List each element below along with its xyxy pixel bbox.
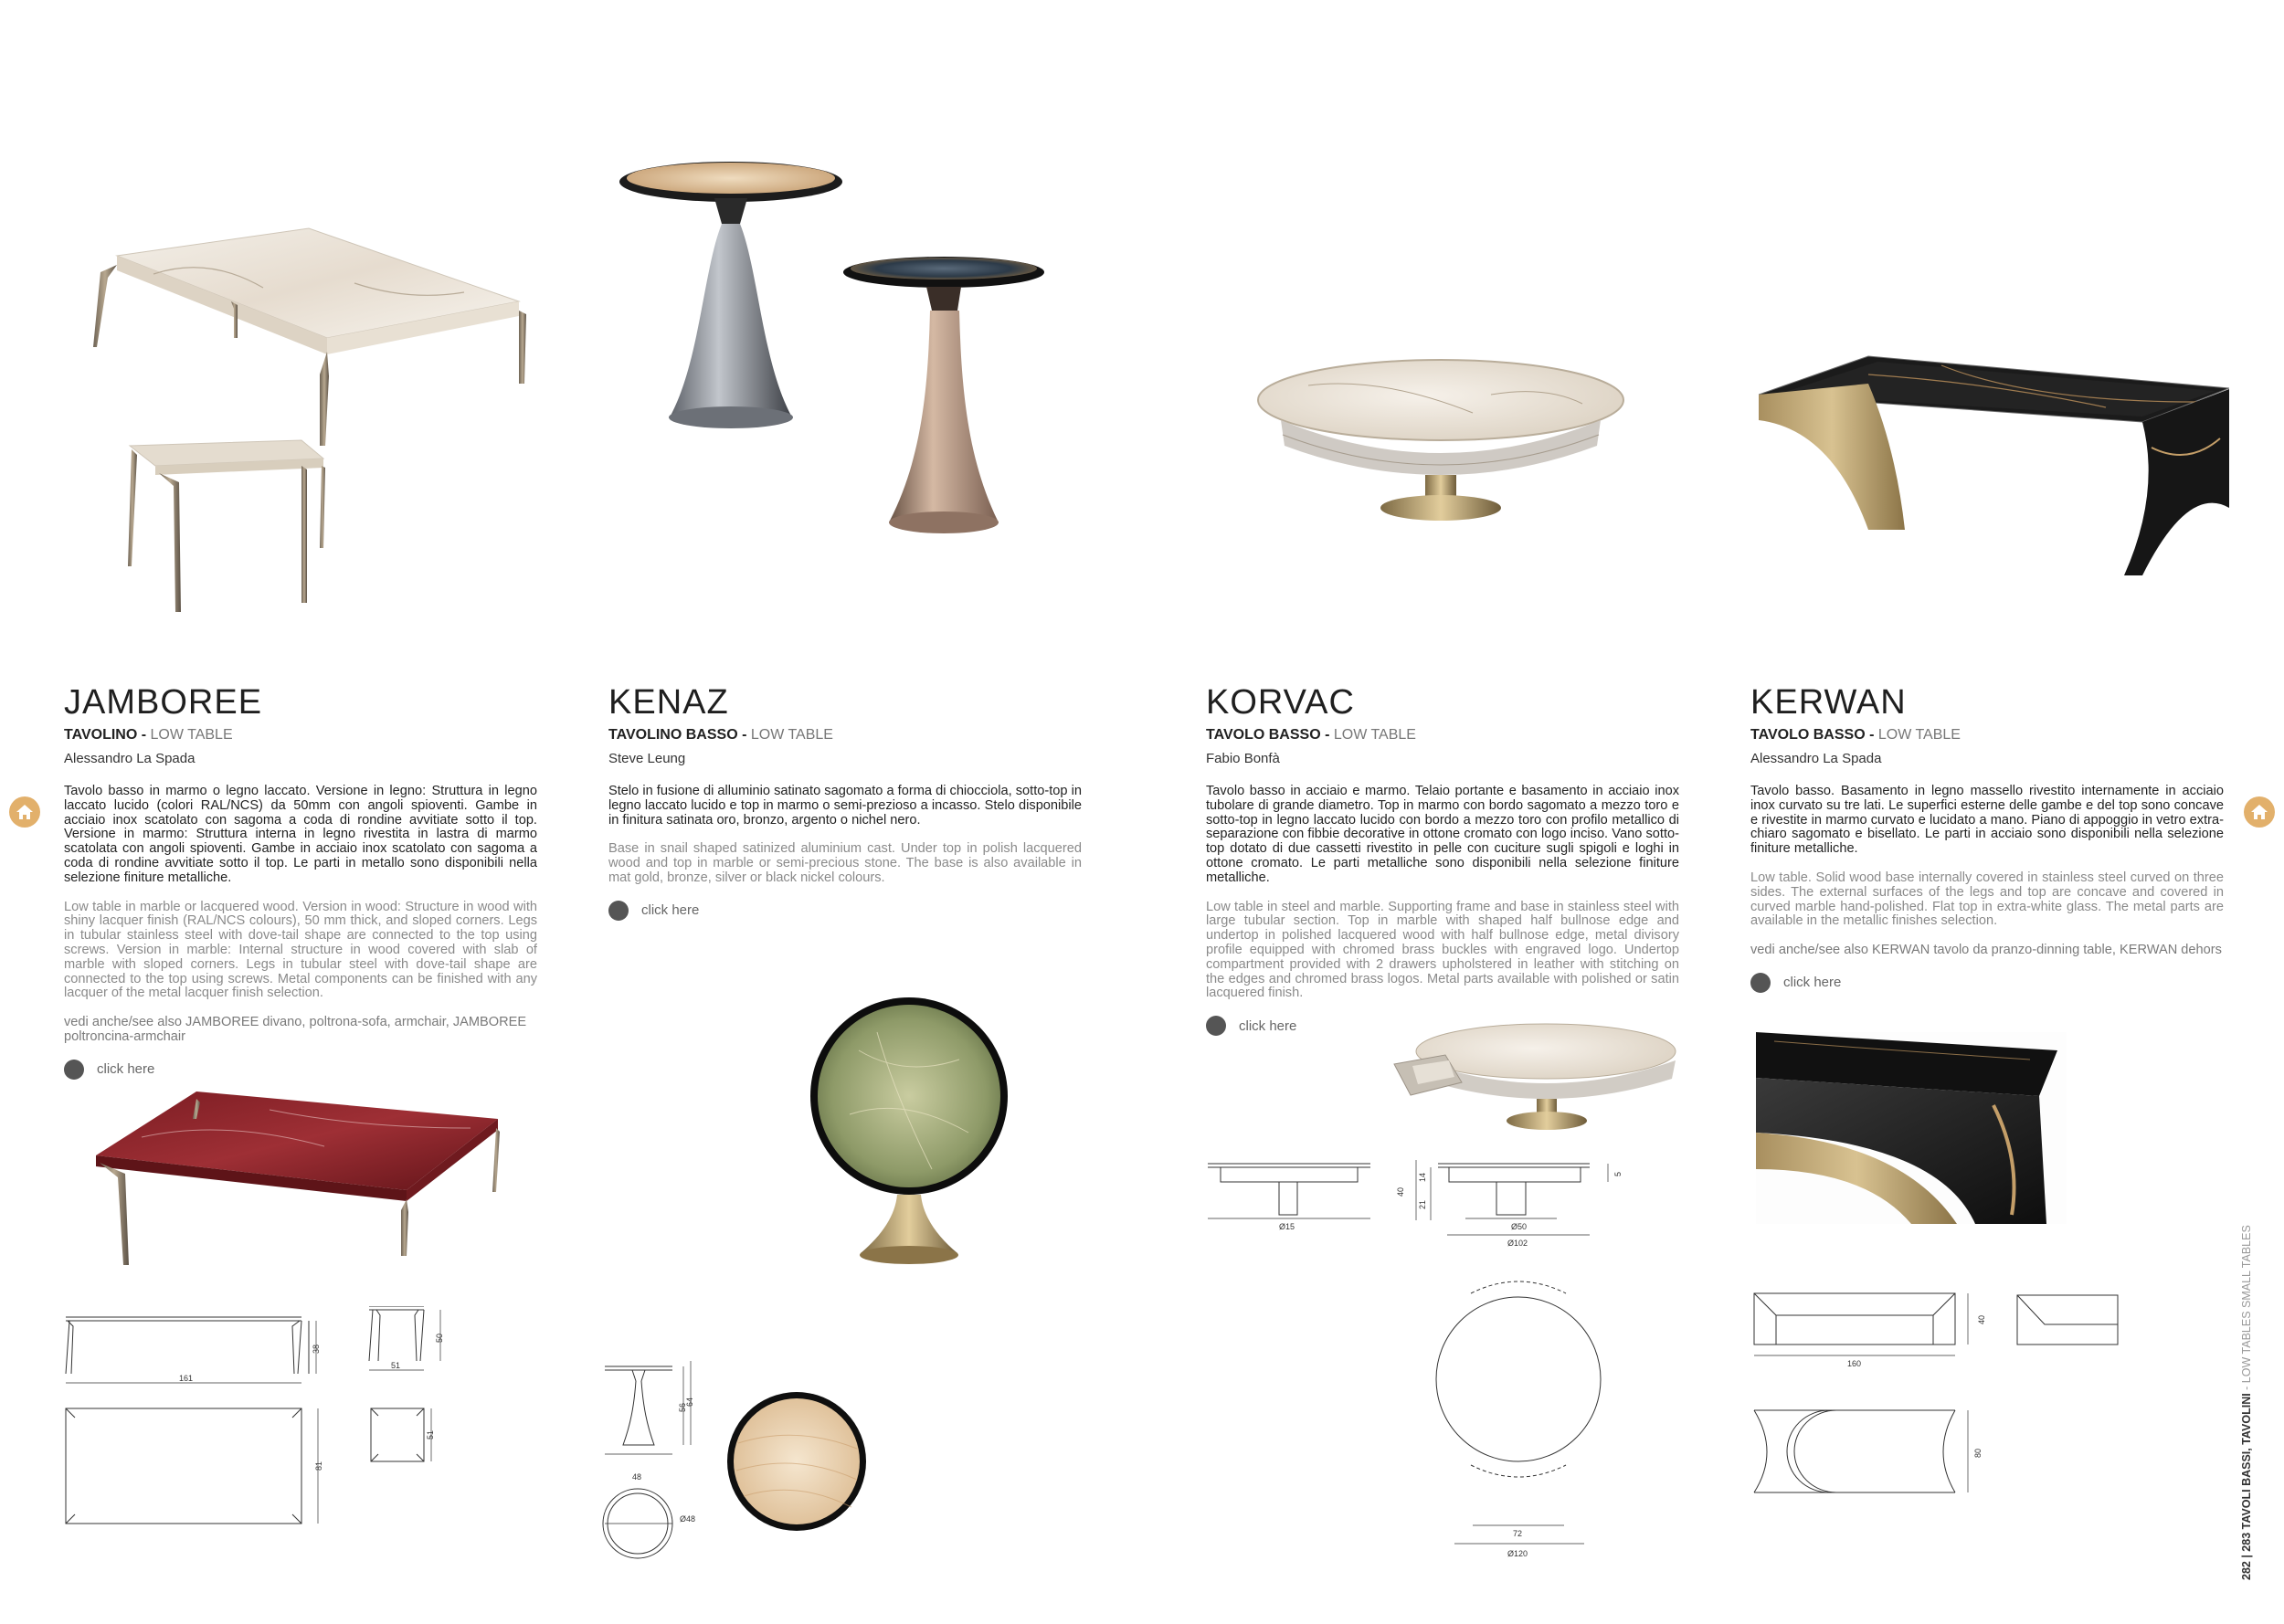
product-jamboree [64,683,537,1080]
dim-kenaz-height-2: 64 [685,1397,694,1407]
dim-korvac-height: 40 [1396,1186,1405,1197]
korvac-table-image [1253,358,1628,532]
kerwan-detail-image [1756,1032,2067,1224]
kenaz-technical-drawing [596,1361,724,1562]
product-type-en: LOW TABLE [150,727,233,743]
product-type-en: LOW TABLE [1877,727,1961,743]
dim-kerwan-height: 40 [1977,1314,1986,1324]
dim-kerwan-length: 160 [1847,1359,1862,1368]
click-here-link[interactable] [1206,1016,1679,1036]
see-also: vedi anche/see also JAMBOREE divano, poltrona-sofa, armchair, JAMBOREE poltroncina-armchair [64,1015,527,1044]
product-type-it: TAVOLO BASSO - [1206,727,1334,743]
jamboree-red-table-image [87,1082,507,1279]
dim-jamboree-height: 38 [312,1344,321,1354]
product-type [64,727,537,743]
kenaz-top-view-image [724,1388,870,1534]
kenaz-small-table-image [839,256,1049,539]
description-en: Base in snail shaped satinized aluminium cast. Under top in polish lacquered wood and top in marble or semi-precious stone. The base is also available in mat gold, bronze, silver or black nickel colours. [608,841,1082,885]
side-label-section: - LOW TABLES SMALL TABLES [2240,1225,2253,1394]
product-type-it: TAVOLO BASSO - [1750,727,1878,743]
click-here-label: click here [1239,1018,1297,1034]
dim-korvac-h21: 21 [1418,1199,1427,1209]
side-label-page: 282 | 283 TAVOLI BASSI, TAVOLINI [2240,1393,2253,1580]
bullet-icon [1206,1016,1226,1036]
click-here-link[interactable] [64,1060,537,1080]
kenaz-tall-table-image [612,160,850,470]
click-here-link[interactable] [1750,973,2224,993]
dim-kerwan-depth: 80 [1973,1448,1983,1458]
dim-jamboree-small-depth: 51 [426,1429,435,1439]
dim-korvac-d102: Ø102 [1507,1239,1528,1248]
product-designer: Alessandro La Spada [64,751,196,766]
product-designer: Fabio Bonfà [1206,751,1280,766]
product-name: JAMBOREE [64,683,263,722]
product-korvac [1206,683,1679,1036]
product-kerwan [1750,683,2224,993]
dim-korvac-h14: 14 [1418,1172,1427,1182]
kenaz-onyx-table-image [795,996,1023,1270]
product-type [1750,727,2224,743]
jamboree-long-table-image [80,201,537,448]
product-designer: Steve Leung [608,751,686,766]
dim-jamboree-small-height: 50 [435,1333,444,1343]
korvac-technical-drawing [1206,1160,1654,1562]
product-name: KENAZ [608,683,729,722]
dim-jamboree-length: 161 [179,1374,194,1383]
product-type [608,727,1082,743]
dim-kenaz-height-1: 56 [678,1402,687,1412]
dim-korvac-h5: 5 [1613,1171,1623,1176]
product-type-en: LOW TABLE [750,727,833,743]
dim-korvac-72: 72 [1513,1529,1523,1538]
description-it: Tavolo basso. Basamento in legno massello rivestito internamente in acciaio inox curvato su tre lati. Le superfici esterne delle gambe e del top sono concave e rivestite in marmo curvato e lucidato a mano. Piano di appoggio in vetro extra-chiaro sagomato e bisellato. Le parti in acciaio sono disponibili nella selezione finiture metalliche. [1750,784,2224,857]
description-en: Low table. Solid wood base internally covered in stainless steel curved on three sides. The external surfaces of the legs and top are concave and covered in curved marble hand-polished. Flat top in extra-white glass. The metal parts are available in the metallic finishes selection. [1750,870,2224,929]
product-type [1206,727,1679,743]
dim-kenaz-width: 48 [632,1472,642,1482]
dim-korvac-d120: Ø120 [1507,1549,1528,1558]
jamboree-technical-drawing [60,1306,481,1525]
home-icon-right[interactable] [2244,796,2275,828]
click-here-label: click here [1783,975,1842,991]
product-type-en: LOW TABLE [1333,727,1416,743]
dim-korvac-d50: Ø50 [1511,1222,1528,1231]
product-name: KERWAN [1750,683,1907,722]
home-icon-left[interactable] [9,796,40,828]
bullet-icon [608,901,629,921]
dim-jamboree-depth: 81 [314,1461,323,1471]
bullet-icon [64,1060,84,1080]
description-en: Low table in steel and marble. Supporting frame and base in stainless steel with large tubular section. Top in marble with shaped half bullnose edge and undertop in polished lacquered wood with half bullnose edge, metal divisory profile equipped with chromed brass buckles with engraved logo. Undertop compartment provided with 2 drawers upholstered in leather with stitching on the edges and chromed brass logos. Metal parts available with polished or satin lacquered finish. [1206,899,1679,1001]
product-designer: Alessandro La Spada [1750,751,1882,766]
click-here-label: click here [97,1061,155,1078]
dim-jamboree-small-width: 51 [391,1361,401,1370]
product-type-it: TAVOLINO - [64,727,151,743]
bullet-icon [1750,973,1771,993]
section-side-label [2240,1225,2253,1580]
product-name: KORVAC [1206,683,1355,722]
house-icon [16,804,34,820]
kerwan-table-image [1759,347,2229,575]
see-also: vedi anche/see also KERWAN tavolo da pranzo-dinning table, KERWAN dehors [1750,943,2222,958]
dim-kenaz-diameter: Ø48 [680,1514,696,1524]
kerwan-technical-drawing [1752,1288,2136,1498]
product-kenaz [608,683,1082,921]
product-type-it: TAVOLINO BASSO - [608,727,751,743]
description-it: Tavolo basso in acciaio e marmo. Telaio portante e basamento in acciaio inox tubolare di grande diametro. Top in marmo con bordo sagomato a mezzo toro e sotto-top in legno laccato lucido con bordo a mezzo toro con profilo metallico di separazione con fibbie decorative in ottone cromato con logo inciso. Vano sotto-top dotato di due cassetti rivestito in pelle con cuciture sugli spigoli e loghi in ottone cromato. Le parti metalliche sono disponibili nella selezione finiture metalliche. [1206,784,1679,885]
description-en: Low table in marble or lacquered wood. Version in wood: Structure in wood with shiny lacquer finish (RAL/NCS colours), 50 mm thick, and sloped corners. Legs in tubular stainless steel with dove-tail shape are connected to the top using screws. Version in marble: Internal structure in wood covered with slab of marble with sloped corners. Legs in tubular steel with dove-tail shape are connected to the top using screws. Metal components can be finished with any lacquer of the metal lacquer finish selection. [64,899,537,1001]
description-it: Stelo in fusione di alluminio satinato sagomato a forma di chiocciola, sotto-top in legno laccato lucido e top in marmo o semi-prezioso a incasso. Stelo disponibile in finitura satinata oro, bronzo, argento o nichel nero. [608,784,1082,828]
jamboree-small-table-image [119,429,338,621]
dim-korvac-base: Ø15 [1279,1222,1295,1231]
click-here-label: click here [641,902,700,919]
house-icon [2250,804,2268,820]
description-it: Tavolo basso in marmo o legno laccato. Versione in legno: Struttura in legno laccato lucido (colori RAL/NCS) da 50mm con angoli spioventi. Gambe in acciaio inox scatolato con sagoma a coda di rondine avvitiate sotto il top. Versione in marmo: Struttura interna in legno rivestita in lastra di marmo scatolata con angoli spioventi. Gambe in acciaio inox scatolato con sagoma a coda di rondine avvitiate sotto il top. Le parti in metallo sono disponibili nella selezione finiture metalliche. [64,784,537,885]
click-here-link[interactable] [608,901,1082,921]
